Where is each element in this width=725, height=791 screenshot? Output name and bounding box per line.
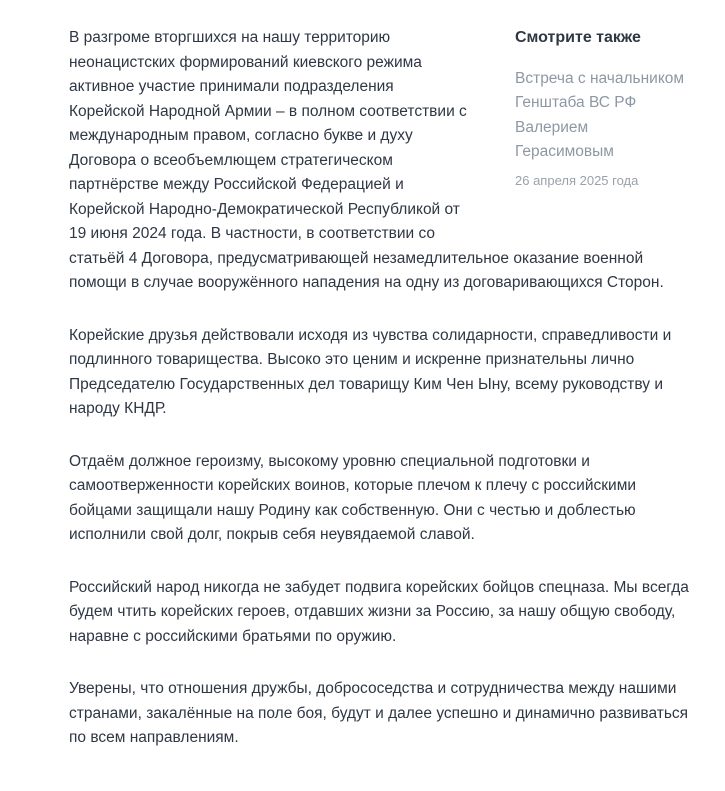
see-also-title: Смотрите также: [515, 29, 641, 46]
see-also-date: 26 апреля 2025 года: [515, 172, 639, 188]
article-paragraph-2: Корейские друзья действовали исходя из чувства солидарности, справедливости и подлинного товарищества. Высоко это ценим и искренне признательны лично Председателю Государственных дел товарищу Ким Чен Ыну, всему руководству и народу КНДР.: [69, 326, 672, 417]
article-paragraph-5: Уверены, что отношения дружбы, добрососедства и сотрудничества между нашими странами, закалённые на поле боя, будут и далее успешно и динамично развиваться по всем направлениям.: [69, 680, 689, 746]
article-paragraph-1: В разгроме вторгшихся на нашу территорию неонацистских формирований киевского режима активное участие принимали подразделения Корейской Народной Армии – в полном соответствии с международным правом, согласно букве и духу Договора о всеобъемлющем стратегическом партнёрстве между Российской Федерацией и Корейской Народно-Демократической Республикой от 19 июня 2024 года. В частности, в соответствии со статьёй 4 Договора, предусматривающей незамедлительное оказание военной помощи в случае вооружённого нападения на одну из договаривающихся Сторон.: [69, 29, 664, 291]
article-paragraph-3: Отдаём должное героизму, высокому уровню специальной подготовки и самоотверженности корейских воинов, которые плечом к плечу с российскими бойцами защищали нашу Родину как собственную. Они с честью и доблестью исполнили свой долг, покрыв себя неувядаемой славой.: [69, 452, 637, 543]
see-also-panel: [515, 26, 691, 216]
article-paragraph-4: Российский народ никогда не забудет подвига корейских бойцов спецназа. Мы всегда будем чтить корейских героев, отдавших жизни за Россию, за нашу общую свободу, наравне с российскими братьями по оружию.: [69, 578, 689, 645]
see-also-link[interactable]: Встреча с начальником Генштаба ВС РФ Валерием Герасимовым: [515, 69, 685, 160]
